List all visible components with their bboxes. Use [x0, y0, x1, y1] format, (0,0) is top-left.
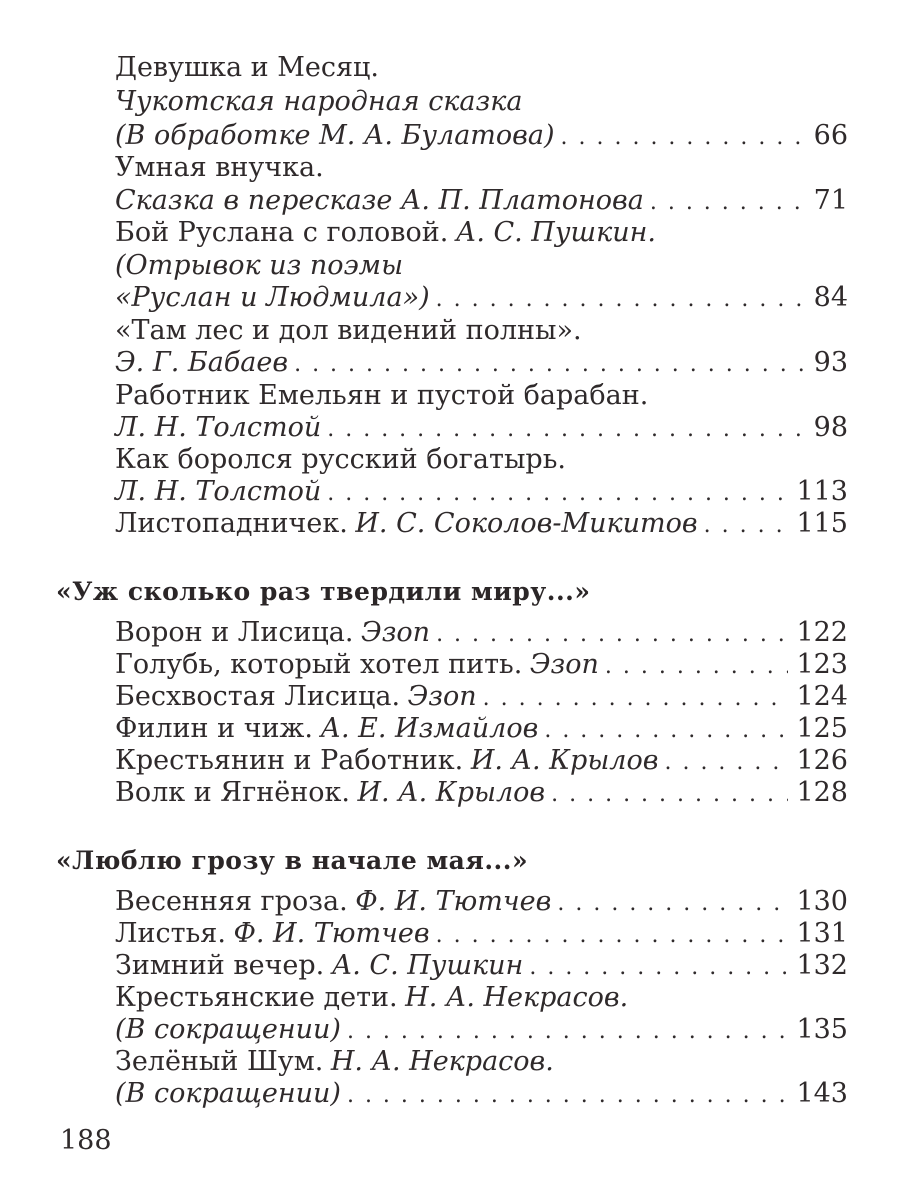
entry-page-number: 71	[813, 185, 848, 216]
entry-page-number: 66	[813, 120, 848, 151]
entry-author: Эзоп	[529, 649, 599, 680]
entry-page-number: 135	[796, 1014, 848, 1045]
leader-dots	[544, 715, 788, 747]
entry-page-number: 84	[813, 282, 848, 313]
leader-dots	[551, 779, 788, 811]
entry-author: Эзоп	[407, 681, 477, 712]
entry-title: Как боролся русский богатырь.	[115, 444, 566, 475]
entry-title: Голубь, который хотел пить.	[115, 649, 523, 680]
toc-line	[115, 476, 848, 508]
entry-title: Бесхвостая Лисица.	[115, 681, 401, 712]
leader-dots	[436, 920, 789, 952]
entry-title: Умная внучка.	[115, 152, 324, 183]
toc-line	[115, 777, 848, 809]
toc-line	[115, 745, 848, 777]
entry-page-number: 131	[796, 918, 848, 949]
toc-line	[115, 617, 848, 649]
entry-author: И. С. Соколов-Микитов	[355, 508, 698, 539]
entry-author: И. А. Крылов	[357, 777, 546, 808]
entry-author: (В сокращении)	[115, 1078, 341, 1109]
leader-dots	[436, 619, 788, 651]
entry-title: Волк и Ягнёнок.	[115, 777, 350, 808]
leader-dots	[347, 1080, 789, 1112]
toc-line	[115, 1046, 848, 1078]
entry-author: Эзоп	[361, 617, 431, 648]
toc-line	[115, 120, 848, 152]
entry-title: Крестьянин и Работник.	[115, 745, 464, 776]
toc-line	[115, 982, 848, 1014]
toc-line	[115, 649, 848, 681]
entry-page-number: 143	[796, 1078, 848, 1109]
toc-line	[115, 508, 848, 540]
leader-dots	[650, 187, 806, 219]
toc-line	[115, 185, 848, 217]
entry-title: Работник Емельян и пустой барабан.	[115, 380, 649, 411]
toc-line	[115, 1078, 848, 1110]
entry-author: А. С. Пушкин	[331, 950, 524, 981]
toc-line	[115, 412, 848, 444]
entry-title: Бой Руслана с головой.	[115, 217, 449, 248]
toc-line	[115, 380, 848, 412]
leader-dots	[664, 747, 788, 779]
toc-line	[115, 52, 848, 84]
entry-author: Чукотская народная сказка	[115, 86, 523, 117]
entry-author: Н. А. Некрасов.	[330, 1046, 554, 1077]
entry-page-number: 123	[796, 649, 848, 680]
entry-page-number: 126	[796, 745, 848, 776]
entry-author: Л. Н. Толстой	[115, 476, 322, 507]
entry-author: Ф. И. Тютчев	[355, 886, 552, 917]
toc-line	[115, 250, 848, 282]
entry-author: И. А. Крылов	[470, 745, 659, 776]
toc-line	[115, 347, 848, 379]
entry-page-number: 128	[796, 777, 848, 808]
entry-page-number: 124	[796, 681, 848, 712]
entry-title: Листья.	[115, 918, 226, 949]
section-heading: «Уж сколько раз твердили миру...»	[56, 577, 591, 606]
entry-title: Филин и чиж.	[115, 713, 313, 744]
page-number: 188	[60, 1125, 112, 1156]
entry-author: Сказка в пересказе А. П. Платонова	[115, 185, 644, 216]
entry-page-number: 98	[813, 412, 848, 443]
entry-page-number: 125	[796, 713, 848, 744]
toc-line	[115, 444, 848, 476]
leader-dots	[557, 888, 788, 920]
toc-line	[115, 217, 848, 249]
leader-dots	[529, 952, 788, 984]
entry-author: (В обработке М. А. Булатова)	[115, 120, 555, 151]
entry-title: Зимний вечер.	[115, 950, 325, 981]
entry-author: Э. Г. Бабаев	[115, 347, 289, 378]
toc-line	[115, 282, 848, 314]
leader-dots	[327, 414, 805, 446]
entry-page-number: 113	[796, 476, 848, 507]
toc-line	[115, 950, 848, 982]
leader-dots	[483, 683, 789, 715]
section-heading: «Люблю грозу в начале мая...»	[56, 846, 529, 875]
toc-line	[115, 152, 848, 184]
toc-line	[115, 1014, 848, 1046]
entry-title: Ворон и Лисица.	[115, 617, 354, 648]
entry-title: Девушка и Месяц.	[115, 52, 379, 83]
entry-author: А. С. Пушкин.	[455, 217, 656, 248]
leader-dots	[436, 284, 806, 316]
leader-dots	[327, 478, 788, 510]
entry-title: Весенняя гроза.	[115, 886, 348, 917]
toc-line	[115, 315, 848, 347]
entry-author: Н. А. Некрасов.	[405, 982, 629, 1013]
leader-dots	[561, 122, 806, 154]
toc-line	[115, 918, 848, 950]
leader-dots	[704, 510, 789, 542]
entry-page-number: 93	[813, 347, 848, 378]
toc-line	[115, 886, 848, 918]
leader-dots	[347, 1016, 789, 1048]
toc-line	[115, 681, 848, 713]
toc-line	[115, 713, 848, 745]
entry-title: «Там лес и дол видений полны».	[115, 315, 582, 346]
entry-page-number: 115	[796, 508, 848, 539]
entry-author: Л. Н. Толстой	[115, 412, 322, 443]
entry-title: Листопадничек.	[115, 508, 348, 539]
entry-page-number: 122	[796, 617, 848, 648]
entry-page-number: 130	[796, 886, 848, 917]
entry-page-number: 132	[796, 950, 848, 981]
entry-author: А. Е. Измайлов	[320, 713, 539, 744]
toc-line	[115, 86, 848, 118]
leader-dots	[605, 651, 789, 683]
entry-author: (В сокращении)	[115, 1014, 341, 1045]
leader-dots	[294, 349, 806, 381]
entry-title: Зелёный Шум.	[115, 1046, 324, 1077]
entry-title: Крестьянские дети.	[115, 982, 398, 1013]
entry-author: (Отрывок из поэмы	[115, 250, 404, 281]
entry-author: Ф. И. Тютчев	[233, 918, 430, 949]
entry-author: «Руслан и Людмила»)	[115, 282, 430, 313]
